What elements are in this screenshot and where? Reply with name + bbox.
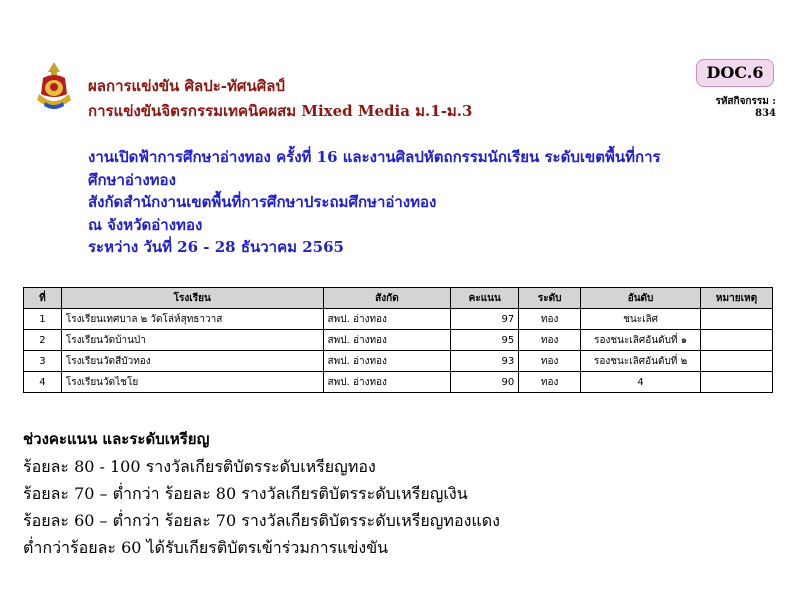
- event-line: ศึกษาอ่างทอง: [88, 170, 176, 189]
- placement-cell: 4: [581, 372, 701, 393]
- rank-cell: 4: [24, 372, 62, 393]
- column-header: ระดับ: [519, 288, 581, 309]
- score-cell: 95: [451, 330, 519, 351]
- event-info: [88, 146, 708, 259]
- affiliation-cell: สพป. อ่างทอง: [323, 351, 451, 372]
- table-row: [24, 372, 773, 393]
- score-cell: 93: [451, 351, 519, 372]
- activity-code-label: รหัสกิจกรรม :: [715, 96, 776, 107]
- criteria-line: ร้อยละ 60 – ต่ำกว่า ร้อยละ 70 รางวัลเกียรติบัตรระดับเหรียญทองแดง: [23, 511, 500, 530]
- event-dates: ระหว่าง วันที่ 26 - 28 ธันวาคม 2565: [88, 238, 344, 256]
- rank-cell: 1: [24, 309, 62, 330]
- column-header: โรงเรียน: [61, 288, 323, 309]
- school-cell: โรงเรียนวัดสีบัวทอง: [61, 351, 323, 372]
- affiliation-cell: สพป. อ่างทอง: [323, 372, 451, 393]
- medal-criteria: [23, 426, 763, 561]
- criteria-heading: ช่วงคะแนน และระดับเหรียญ: [23, 430, 210, 448]
- table-row: [24, 309, 773, 330]
- page-title: ผลการแข่งขัน ศิลปะ-ทัศนศิลป์: [88, 77, 285, 95]
- activity-code-value: 834: [755, 108, 776, 119]
- criteria-line: ร้อยละ 80 - 100 รางวัลเกียรติบัตรระดับเหรียญทอง: [23, 457, 376, 476]
- table-row: [24, 351, 773, 372]
- remark-cell: [701, 330, 773, 351]
- table-header-row: [24, 288, 773, 309]
- column-header: คะแนน: [451, 288, 519, 309]
- school-cell: โรงเรียนวัดไชโย: [61, 372, 323, 393]
- school-cell: โรงเรียนวัดบ้านป่า: [61, 330, 323, 351]
- competition-subtitle: การแข่งขันจิตรกรรมเทคนิคผสม Mixed Media ม.1-ม.3: [88, 102, 473, 120]
- column-header: อันดับ: [581, 288, 701, 309]
- placement-cell: รองชนะเลิศอันดับที่ ๑: [581, 330, 701, 351]
- event-line: งานเปิดฟ้าการศึกษาอ่างทอง ครั้งที่ 16 และงานศิลปหัตถกรรมนักเรียน ระดับเขตพื้นที่การ: [88, 148, 661, 166]
- score-cell: 97: [451, 309, 519, 330]
- column-header: ที่: [24, 288, 62, 309]
- event-line: สังกัดสำนักงานเขตพื้นที่การศึกษาประถมศึกษาอ่างทอง: [88, 193, 437, 211]
- level-cell: ทอง: [519, 372, 581, 393]
- placement-cell: ชนะเลิศ: [581, 309, 701, 330]
- placement-cell: รองชนะเลิศอันดับที่ ๒: [581, 351, 701, 372]
- criteria-line: ร้อยละ 70 – ต่ำกว่า ร้อยละ 80 รางวัลเกียรติบัตรระดับเหรียญเงิน: [23, 484, 468, 503]
- remark-cell: [701, 351, 773, 372]
- affiliation-cell: สพป. อ่างทอง: [323, 309, 451, 330]
- table-row: [24, 330, 773, 351]
- affiliation-cell: สพป. อ่างทอง: [323, 330, 451, 351]
- remark-cell: [701, 309, 773, 330]
- column-header: สังกัด: [323, 288, 451, 309]
- results-table: [23, 287, 773, 393]
- level-cell: ทอง: [519, 351, 581, 372]
- column-header: หมายเหตุ: [701, 288, 773, 309]
- rank-cell: 2: [24, 330, 62, 351]
- level-cell: ทอง: [519, 309, 581, 330]
- score-cell: 90: [451, 372, 519, 393]
- level-cell: ทอง: [519, 330, 581, 351]
- remark-cell: [701, 372, 773, 393]
- school-cell: โรงเรียนเทศบาล ๒ วัดโล่ห์สุทธาวาส: [61, 309, 323, 330]
- rank-cell: 3: [24, 351, 62, 372]
- criteria-line: ต่ำกว่าร้อยละ 60 ได้รับเกียรติบัตรเข้าร่วมการแข่งขัน: [23, 538, 389, 557]
- school-emblem-logo: [33, 60, 75, 116]
- doc-badge: DOC.6: [696, 59, 774, 87]
- event-line: ณ จังหวัดอ่างทอง: [88, 215, 203, 234]
